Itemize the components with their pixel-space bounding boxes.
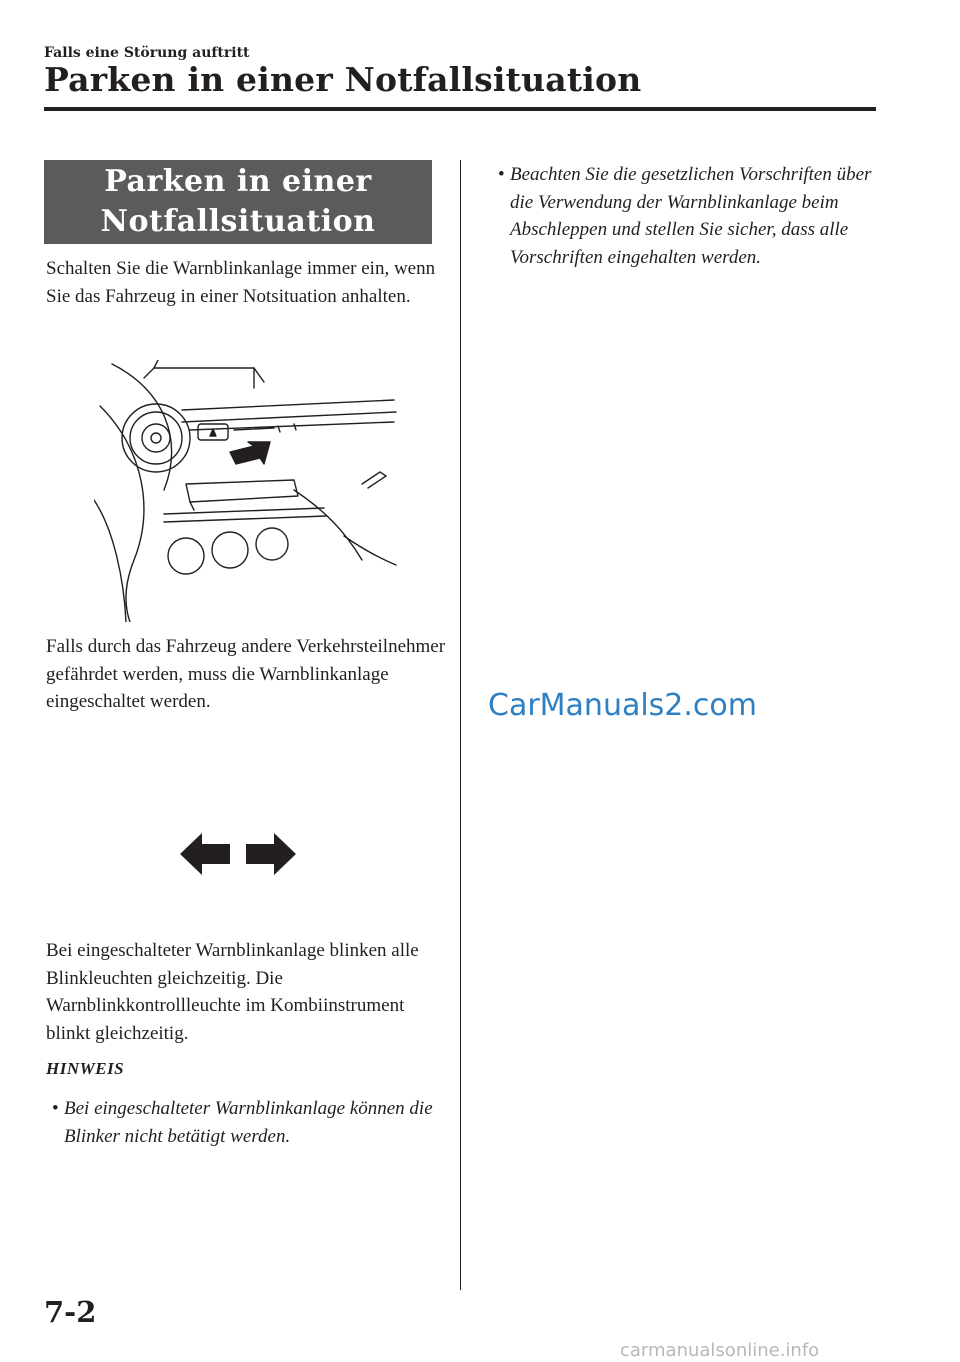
header-rule	[44, 107, 876, 111]
column-divider	[460, 160, 461, 1290]
note-bullet-item	[52, 1095, 434, 1150]
info-paragraph: Bei eingeschalteter Warnblinkanlage blinken alle Blinkleuchten gleichzeitig. Die Warnblinkkontrollleuchte im Kombiinstrument blinkt gleichzeitig.	[46, 940, 419, 1044]
watermark-link[interactable]: CarManuals2.com	[488, 688, 758, 723]
bullet-marker: •	[52, 1098, 59, 1119]
bullet-marker: •	[498, 164, 505, 185]
intro-paragraph: Schalten Sie die Warnblinkanlage immer ein, wenn Sie das Fahrzeug in einer Notsituation anhalten.	[46, 258, 436, 307]
section-banner-line1: Parken in einer	[104, 164, 372, 199]
note-heading: HINWEIS	[46, 1059, 125, 1078]
section-banner-line2: Notfallsituation	[100, 204, 376, 239]
breadcrumb: Falls eine Störung auftritt	[44, 45, 250, 61]
note-bullet-text: Bei eingeschalteter Warnblinkanlage können die Blinker nicht betätigt werden.	[64, 1098, 433, 1147]
page-number: 7-2	[44, 1295, 97, 1329]
page-title: Parken in einer Notfallsituation	[44, 60, 642, 99]
note-bullet-text: Beachten Sie die gesetzlichen Vorschriften über die Verwendung der Warnblinkanlage beim Abschleppen und stellen Sie sicher, dass alle Vorschriften eingehalten werden.	[510, 164, 872, 268]
section-banner	[44, 160, 432, 244]
note-bullet-item	[498, 161, 890, 271]
footer-watermark[interactable]: carmanualsonline.info	[620, 1340, 820, 1361]
turn-signal-arrows-icon	[180, 833, 296, 875]
warning-paragraph: Falls durch das Fahrzeug andere Verkehrsteilnehmer gefährdet werden, muss die Warnblinkanlage eingeschaltet werden.	[46, 636, 446, 712]
hazard-switch-illustration	[94, 360, 398, 622]
